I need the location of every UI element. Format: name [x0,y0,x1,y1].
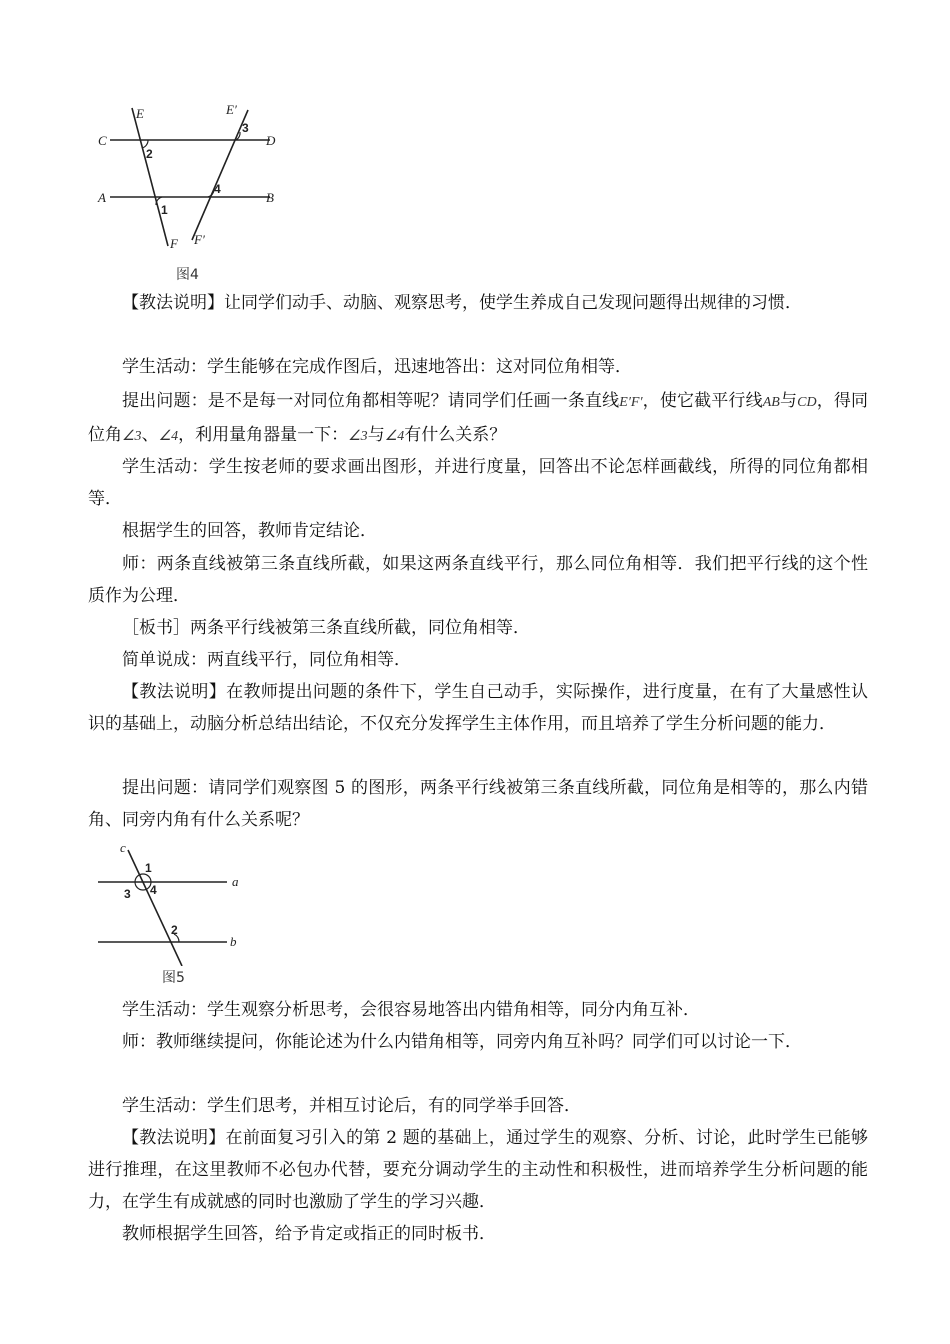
angle-label-4: 4 [150,883,157,897]
q1-text-c: 与 [779,391,798,411]
paragraph-student-activity-1: 学生活动：学生能够在完成作图后，迅速地答出：这对同位角相等． [122,357,632,377]
q1-text-d: ，得同位角 [88,391,869,445]
paragraph-board-note: ［板书］两条平行线被第三条直线所截，同位角相等． [122,618,530,638]
label-E: E [136,106,144,121]
label-C: C [98,133,107,148]
q1-math-angle3: ∠3 [122,429,142,444]
q1-math-ab: AB [762,395,780,410]
line-c [128,850,182,966]
figure-4-caption: 图4 [176,267,199,283]
label-B: B [266,190,274,205]
paragraph-student-activity-2: 学生活动：学生按老师的要求画出图形，并进行度量，回答出不论怎样画截线，所得的同位角都相等． [88,457,868,509]
q1-math-angle4b: ∠4 [384,429,405,444]
q1-math-e2f2: E′F′ [619,395,643,410]
q1-text-b: ，使它截平行线 [642,391,763,411]
paragraph-teacher-question: 师：教师继续提问，你能论述为什么内错角相等，同旁内角互补吗？同学们可以讨论一下． [122,1032,802,1052]
paragraph-student-activity-3: 学生活动：学生观察分析思考，会很容易地答出内错角相等，同分内角互补． [122,1000,700,1020]
angle-label-1: 1 [161,203,168,217]
q1-text-g: 与 [367,425,385,445]
figure-5-caption: 图5 [162,970,185,986]
angle-label-1: 1 [145,861,152,875]
line-ef [132,108,168,246]
angle-label-3: 3 [124,887,131,901]
label-a: a [232,874,239,889]
paragraph-student-activity-4: 学生活动：学生们思考，并相互讨论后，有的同学举手回答． [122,1096,581,1116]
angle-label-2: 2 [146,147,153,161]
q1-text-h: 有什么关系？ [404,425,507,445]
paragraph-summary: 简单说成：两直线平行，同位角相等． [122,650,411,670]
angle-label-4: 4 [214,182,221,196]
q1-math-cd: CD [797,395,817,410]
paragraph-teacher-statement: 师：两条直线被第三条直线所截，如果这两条直线平行，那么同位角相等．我们把平行线的这个性质作为公理． [88,554,868,606]
line-e2f2 [192,110,248,240]
label-b: b [230,934,237,949]
label-A: A [98,190,106,205]
label-c: c [120,840,126,855]
paragraph-board-writing: 教师根据学生回答，给予肯定或指正的同时板书． [122,1224,496,1244]
figure-4 [90,96,290,256]
paragraph-teaching-note-1: 【教法说明】让同学们动手、动脑、观察思考，使学生养成自己发现问题得出规律的习惯． [122,293,802,313]
angle-label-2: 2 [171,923,178,937]
figure-5-diagram [92,838,252,966]
paragraph-teaching-note-2: 【教法说明】在教师提出问题的条件下，学生自己动手，实际操作，进行度量，在有了大量感性认识的基础上，动脑分析总结出结论，不仅充分发挥学生主体作用，而且培养了学生分析问题的能力． [88,682,868,734]
q1-math-angle4: ∠4 [158,429,179,444]
paragraph-question-1 [88,385,868,453]
paragraph-question-2: 提出问题：请同学们观察图 5 的图形，两条平行线被第三条直线所截，同位角是相等的，那么内错角、同旁内角有什么关系呢？ [88,778,868,830]
label-E-prime: E′ [226,102,237,117]
angle-label-3: 3 [242,121,249,135]
q1-text-a: 提出问题：是不是每一对同位角都相等呢？请同学们任画一条直线 [122,391,620,411]
q1-text-f: ，利用量角器量一下： [178,425,349,445]
q1-math-angle3b: ∠3 [348,429,368,444]
label-F: F [170,236,178,251]
paragraph-teaching-note-3: 【教法说明】在前面复习引入的第 2 题的基础上，通过学生的观察、分析、讨论，此时学生已能够进行推理，在这里教师不必包办代替，要充分调动学生的主动性和积极性，进而培养学生分析问题的能力，在学生有成就感的同时也激励了学生的学习兴趣． [88,1128,868,1212]
paragraph-teacher-confirm: 根据学生的回答，教师肯定结论． [122,521,377,541]
q1-text-e: 、 [141,425,159,445]
figure-5 [92,838,252,966]
label-D: D [266,133,276,148]
label-F-prime: F′ [194,232,205,247]
figure-4-diagram [90,96,290,256]
